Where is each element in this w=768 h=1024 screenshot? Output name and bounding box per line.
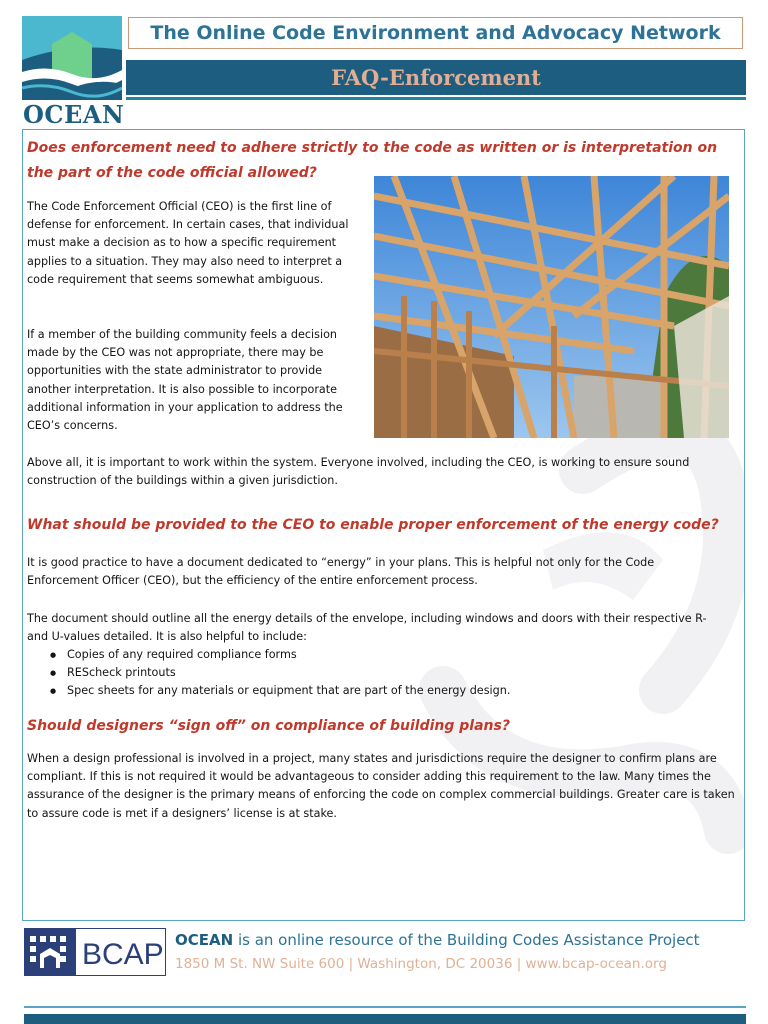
content-frame — [22, 129, 745, 921]
footer-divider — [24, 1006, 746, 1008]
bcap-logo — [24, 928, 166, 976]
energy-document-list — [45, 646, 725, 701]
question-1: Does enforcement need to adhere strictly to the code as written or is interpretation on the part of the code official allowed? — [27, 140, 718, 181]
page-title-bar — [126, 60, 746, 95]
answer-1-paragraph-3: Above all, it is important to work within the system. Everyone involved, including the CEO, is working to ensure sound construction of the buildings within a given jurisdiction. — [27, 456, 690, 488]
list-item: ● Copies of any required compliance forms — [45, 646, 725, 664]
footer-org-name: OCEAN — [175, 931, 234, 949]
answer-1-paragraph-1: The Code Enforcement Official (CEO) is the first line of defense for enforcement. In certain cases, that individual must make a decision as to how a specific requirement applies to a situation. They may also need to interpret a code requirement that seems somewhat ambiguous. — [27, 200, 349, 286]
question-2: What should be provided to the CEO to enable proper enforcement of the energy code? — [27, 517, 719, 533]
answer-2-paragraph-1: It is good practice to have a document dedicated to “energy” in your plans. This is helpful not only for the Code Enforcement Officer (CEO), but the efficiency of the entire enforcement process. — [27, 556, 655, 588]
footer-tagline — [175, 931, 700, 949]
ocean-logo — [22, 14, 125, 129]
bcap-logo-graphic — [24, 928, 166, 976]
answer-3-paragraph-1: When a design professional is involved in a project, many states and jurisdictions require the designer to confirm plans are compliant. If this is not required it would be advantageous to consider adding this requirement to the law. Many times the assurance of the designer is the primary means of enforcing the code on complex commercial buildings. Greater care is taken to assure code is met if a designers’ license is at stake. — [27, 752, 735, 820]
list-item: ● Spec sheets for any materials or equipment that are part of the energy design. — [45, 682, 725, 700]
footer-bar — [24, 1014, 746, 1024]
footer-address: 1850 M St. NW Suite 600 | Washington, DC 20036 | www.bcap-ocean.org — [175, 956, 667, 972]
ocean-logo-text: OCEAN — [23, 100, 125, 129]
list-item: ● REScheck printouts — [45, 664, 725, 682]
construction-photo — [374, 176, 729, 438]
network-title: The Online Code Environment and Advocacy Network — [150, 22, 721, 44]
answer-1-paragraph-2: If a member of the building community feels a decision made by the CEO was not appropriate, there may be opportunities with the state administrator to provide another interpretation. It is also possible to incorporate additional information in your application to address the CEO’s concerns. — [27, 328, 343, 433]
roof-framing-image — [374, 176, 729, 438]
header-divider — [126, 97, 746, 100]
question-3: Should designers “sign off” on compliance of building plans? — [27, 718, 510, 734]
page-title: FAQ-Enforcement — [331, 65, 541, 90]
answer-2-paragraph-2: The document should outline all the energy details of the envelope, including windows and doors with their respective R- and U-values detailed. It is also helpful to include: — [27, 612, 707, 644]
network-title-box — [128, 17, 743, 49]
bcap-logo-text: BCAP — [82, 938, 164, 971]
footer-tagline-text: is an online resource of the Building Codes Assistance Project — [233, 931, 700, 949]
